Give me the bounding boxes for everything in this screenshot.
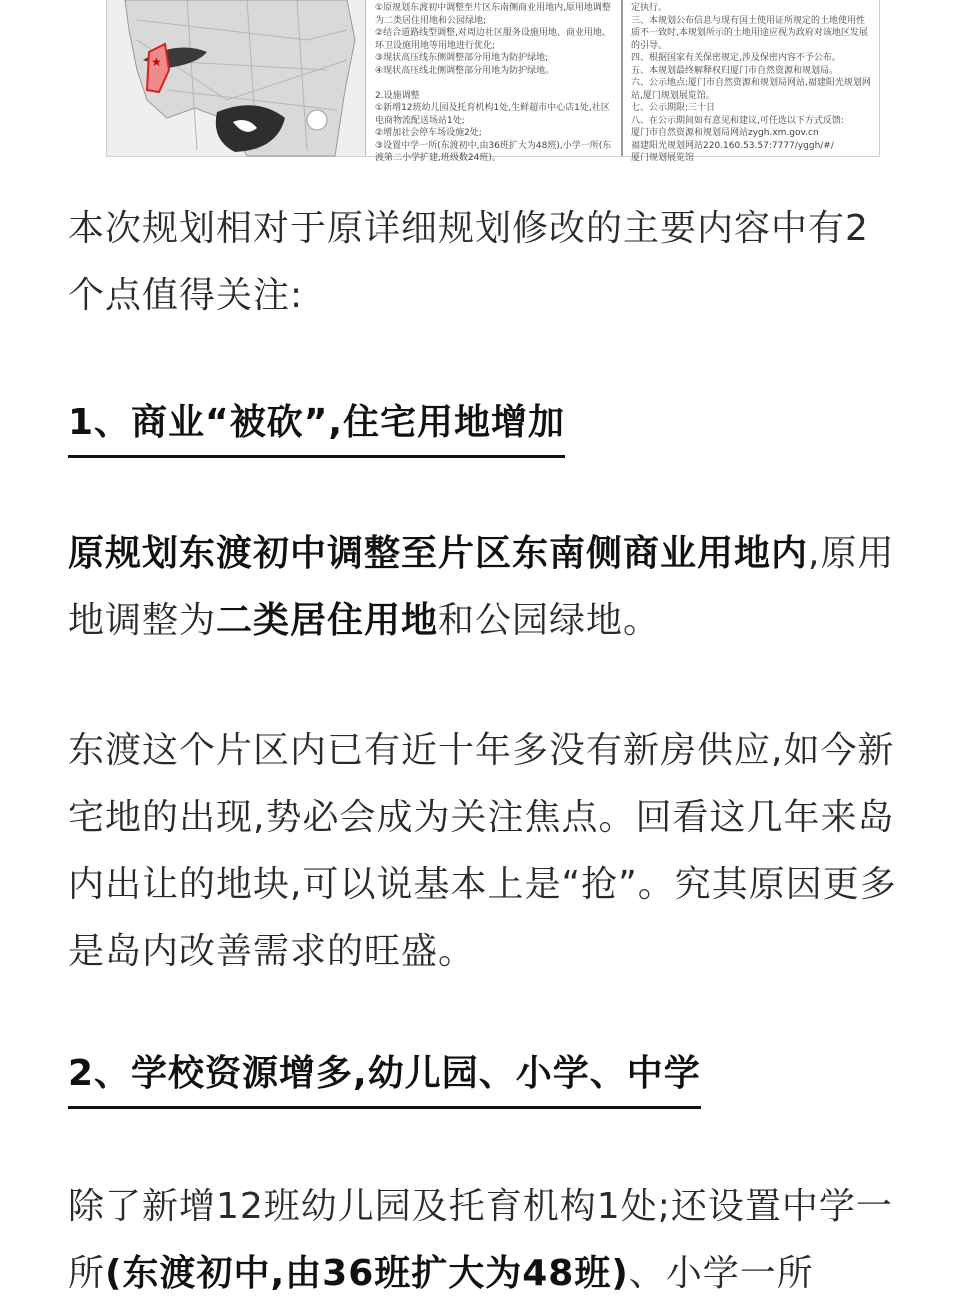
- planning-notice-image: [106, 0, 880, 163]
- intro-paragraph: 本次规划相对于原详细规划修改的主要内容中有2个点值得关注:: [68, 208, 869, 316]
- section1-bold-a: 原规划东渡初中调整至片区东南侧商业用地内: [68, 533, 809, 574]
- svg-text:★: ★: [151, 55, 162, 69]
- planning-map: [107, 0, 366, 156]
- section2-text-b: 、小学一所: [628, 1253, 814, 1294]
- section1-text-a: ,原用地调整为: [68, 533, 895, 641]
- section1-heading: 1、商业“被砍”,住宅用地增加: [68, 401, 565, 458]
- section1-paragraph1: [68, 520, 898, 654]
- notice-middle-text: ①原规划东渡初中调整至片区东南侧商业用地内,原用地调整为二类居住用地和公园绿地; ②结合道路线型调整,对周边社区服务设施用地、商业用地、环卫设施用地等用地进行优化; ③现状高压线东侧调整部分用地为防护绿地; ④现状高压线北侧调整部分用地为防护绿地。 2.设施调整 ①新增12班幼儿园及托育机构1处,生鲜超市中心店1处,社区电商物流配送场站1处; ②增加社会停车场设施2处; ③设置中学一所(东渡初中,由36班扩大为48班),小学一所(东渡第二小学扩建,班级数24班)。: [369, 0, 623, 156]
- section2-paragraph: [68, 1173, 898, 1307]
- section2-text-a: 除了新增12班幼儿园及托育机构1处;还设置中学一所: [68, 1186, 893, 1294]
- section2-bold-a: (东渡初中,由36班扩大为48班): [105, 1253, 629, 1294]
- section2-heading: 2、学校资源增多,幼儿园、小学、中学: [68, 1052, 701, 1109]
- notice-right-text: 定执行。 三、本规划公布信息与现有国土使用证所规定的土地使用性质不一致时,本规划所示的土地用途应视为政府对该地区发展的引导。 四、根据国家有关保密规定,涉及保密内容不予公布。 五、本规划最终解释权归厦门市自然资源和规划局。 六、公示地点:厦门市自然资源和规划局网站,福建阳光规划网站,厦门规划展览馆。 七、公示期限:三十日 八、在公示期间如有意见和建议,可任选以下方式反馈: 厦门市自然资源和规划局网站zygh.xm.gov.cn 福建阳光规划网站220.160.53.57:7777/yggh/#/ 厦门规划展览馆: [631, 3, 871, 163]
- section1-paragraph2: 东渡这个片区内已有近十年多没有新房供应,如今新宅地的出现,势必会成为关注焦点。回看这几年来岛内出让的地块,可以说基本上是“抢”。究其原因更多是岛内改善需求的旺盛。: [68, 730, 897, 972]
- section1-bold-b: 二类居住用地: [216, 600, 439, 641]
- section1-text-b: 和公园绿地。: [438, 600, 661, 641]
